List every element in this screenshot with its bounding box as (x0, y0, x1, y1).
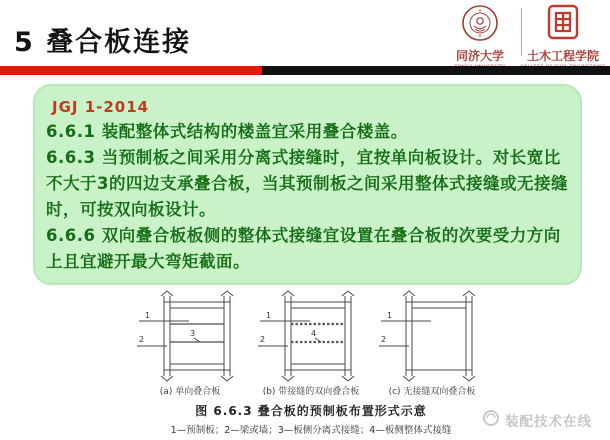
subfigure-b-drawing (258, 290, 364, 382)
subfigure-b (257, 290, 365, 397)
clause-6-6-6-line1: 6.6.6 双向叠合板板侧的整体式接缝宜设置在叠合板的次要受力方向 (46, 226, 561, 245)
college-logo-block (527, 4, 600, 70)
divider-red-segment (0, 66, 262, 75)
title-divider-bar (0, 66, 610, 75)
subfigure-a-caption: (a) 单向叠合板 (159, 387, 221, 397)
callout-2: 2 (260, 335, 266, 344)
subfigure-a (136, 290, 244, 397)
clause-6-6-3-line1: 6.6.3 当预制板之间采用分离式接缝时，宜按单向板设计。对长宽比 (46, 148, 561, 167)
subfigures-row (136, 290, 486, 397)
callout-1: 1 (387, 311, 393, 320)
page-title: 5 叠合板连接 (14, 27, 192, 58)
watermark (482, 409, 592, 431)
figure-legend: 1—预制板；2—梁或墙；3—板侧分离式接缝；4—板侧整体式接缝 (170, 425, 452, 436)
callout-2: 2 (381, 335, 387, 344)
subfigure-b-caption: (b) 带接缝的双向叠合板 (262, 387, 360, 397)
logo-divider (521, 8, 522, 56)
tongji-logo-block (449, 4, 511, 70)
figure-6-6-3 (136, 290, 486, 436)
subfigure-c (378, 290, 486, 397)
subfigure-c-caption: (c) 无接缝双向叠合板 (388, 387, 476, 397)
subfigure-c-drawing (379, 290, 485, 382)
divider-black-segment (262, 66, 610, 75)
college-emblem-icon (545, 4, 581, 46)
tongji-name: 同济大学 (455, 49, 504, 63)
watermark-logo-icon (482, 409, 500, 431)
clause-6-6-1: 6.6.1 装配整体式结构的楼盖宜采用叠合楼盖。 (46, 122, 408, 141)
clause-6-6-6-line2: 上且宜避开最大弯矩截面。 (46, 252, 250, 271)
callout-4: 4 (311, 329, 317, 338)
watermark-text: 装配技术在线 (505, 414, 592, 430)
college-name: 土木工程学院 (527, 49, 600, 63)
header-logos (449, 4, 600, 70)
clause-6-6-3-line3: 时，可按双向板设计。 (46, 200, 216, 219)
clause-6-6-3-line2: 不大于3的四边支承叠合板，当其预制板之间采用整体式接缝或无接缝 (46, 174, 568, 193)
callout-3: 3 (190, 329, 196, 338)
tongji-seal-icon (461, 4, 499, 46)
callout-2: 2 (139, 335, 145, 344)
subfigure-a-drawing (137, 290, 243, 382)
callout-1: 1 (266, 311, 272, 320)
code-label: JGJ 1-2014 (52, 98, 150, 116)
code-clauses-panel (33, 84, 582, 285)
figure-caption: 图 6.6.3 叠合板的预制板布置形式示意 (195, 404, 427, 418)
callout-1: 1 (145, 311, 151, 320)
